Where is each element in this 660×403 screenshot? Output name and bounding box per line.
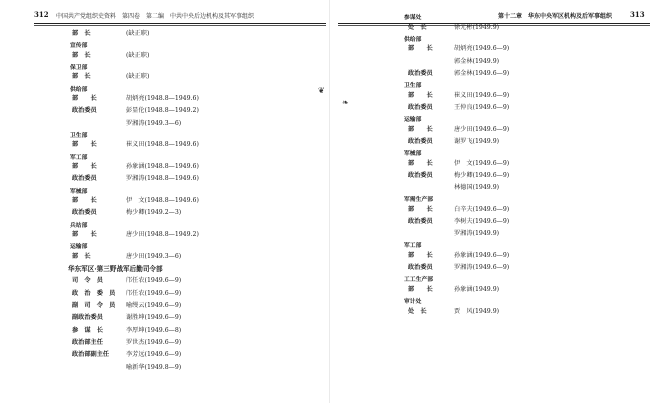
- personnel-entry: [408, 70, 509, 78]
- person-name-term: 崔义田(1949.6—9): [454, 91, 510, 99]
- person-name-term: 彭显伦(1948.8—1949.2): [126, 107, 199, 115]
- personnel-entry: [72, 231, 199, 239]
- person-name-term: (缺正职): [126, 73, 150, 81]
- person-name-term: 喻新华(1949.8—9): [126, 363, 182, 371]
- page-margin-mark: ❧: [342, 98, 349, 107]
- personnel-entry: [408, 126, 509, 134]
- unit-label: 供给部: [70, 86, 88, 93]
- unit-heading: [404, 276, 433, 284]
- person-name-term: 林德国(1949.9): [454, 184, 500, 191]
- unit-heading: [70, 222, 87, 230]
- position-title: 司 令 员: [72, 277, 103, 285]
- position-title: 政治部副主任: [72, 351, 110, 359]
- position-title: 部 长: [408, 45, 433, 53]
- personnel-entry: [72, 351, 181, 359]
- person-name-term: (缺正职): [126, 51, 150, 59]
- personnel-entry: [408, 286, 499, 294]
- position-title: 政治委员: [408, 137, 433, 145]
- unit-heading: [70, 86, 87, 94]
- person-name-term: 梅少卿(1949.2—3): [126, 209, 182, 217]
- personnel-entry: [408, 184, 499, 192]
- unit-label: 运输部: [404, 117, 422, 123]
- position-title: 政治委员: [408, 264, 433, 272]
- personnel-entry: [408, 206, 509, 214]
- personnel-entry: [72, 253, 181, 261]
- position-title: 部 长: [408, 91, 433, 99]
- section-heading: [68, 265, 163, 273]
- unit-heading: [404, 82, 421, 90]
- position-title: 部 长: [408, 159, 433, 167]
- unit-label: 军工部: [404, 243, 422, 250]
- personnel-entry: [408, 58, 499, 66]
- unit-heading: [404, 150, 421, 158]
- position-title: 部 长: [72, 252, 91, 260]
- personnel-entry: [72, 175, 199, 183]
- unit-label: 军工部: [70, 154, 88, 161]
- position-title: 政治委员: [408, 218, 433, 225]
- person-name-term: 邝任农(1949.6—9): [126, 289, 182, 297]
- person-name-term: 梅少卿(1949.6—9): [454, 171, 510, 179]
- person-name-term: (缺正职): [126, 30, 150, 37]
- position-title: 参 谋 长: [72, 326, 103, 334]
- unit-heading: [70, 154, 87, 162]
- person-name-term: 王仲良(1949.6—9): [454, 103, 510, 111]
- person-name-term: 崔义田(1948.8—1949.6): [126, 141, 199, 149]
- personnel-entry: [408, 160, 509, 168]
- person-name-term: 罗世杰(1949.6—9): [126, 338, 182, 346]
- personnel-entry: [72, 290, 181, 298]
- position-title: 政治委员: [72, 107, 97, 115]
- person-name-term: 李厚坤(1949.6—8): [126, 326, 182, 334]
- unit-label: 兵站部: [70, 222, 88, 229]
- personnel-entry: [72, 73, 149, 81]
- person-name-term: 孙象涵(1949.6—9): [454, 252, 510, 259]
- person-name-term: 伊 文(1949.6—9): [454, 159, 510, 167]
- personnel-entry: [72, 141, 199, 149]
- position-title: 政治委员: [72, 175, 97, 183]
- position-title: 政治部主任: [72, 338, 103, 346]
- unit-label: 卫生部: [70, 133, 88, 139]
- position-title: 部 长: [72, 30, 91, 37]
- personnel-entry: [72, 302, 181, 310]
- unit-heading: [70, 64, 87, 72]
- position-title: 部 长: [72, 141, 97, 149]
- unit-label: 供给部: [404, 36, 422, 43]
- unit-heading: [404, 14, 421, 22]
- unit-label: 保卫部: [70, 65, 88, 71]
- person-name-term: 胡炳亮(1948.8—1949.6): [126, 95, 199, 103]
- unit-heading: [404, 196, 433, 204]
- personnel-entry: [408, 264, 509, 272]
- position-title: 政治委员: [408, 171, 433, 179]
- person-name-term: 徐元彬(1949.9): [454, 23, 500, 31]
- personnel-entry: [408, 252, 509, 260]
- person-name-term: 孙象涵(1949.9): [454, 286, 500, 293]
- personnel-entry: [408, 138, 499, 146]
- personnel-entry: [408, 308, 499, 316]
- unit-heading: [404, 116, 421, 124]
- person-name-term: 孙象涵(1948.8—1949.6): [126, 163, 199, 171]
- person-name-term: 郭金林(1949.9): [454, 57, 500, 65]
- personnel-entry: [408, 24, 499, 32]
- position-title: 部 长: [408, 286, 433, 293]
- position-title: 政 治 委 员: [72, 289, 116, 297]
- right-page-number: 313: [630, 10, 645, 19]
- position-title: 处 长: [408, 307, 427, 315]
- personnel-entry: [72, 197, 199, 205]
- person-name-term: 谢罗飞(1949.9): [454, 137, 500, 145]
- personnel-entry: [408, 218, 509, 226]
- personnel-entry: [72, 327, 181, 335]
- position-title: 部 长: [72, 163, 97, 171]
- personnel-entry: [72, 209, 181, 217]
- right-entries: [330, 0, 660, 403]
- person-name-term: 唐少田(1949.6—9): [454, 125, 510, 133]
- unit-label: 工工生产部: [404, 277, 433, 284]
- left-page-number: 312: [34, 10, 49, 19]
- personnel-entry: [72, 314, 181, 322]
- unit-label: 参谋处: [404, 15, 422, 21]
- person-name-term: 贾 风(1949.9): [454, 307, 500, 315]
- right-header-text: 第十二章 华东中央军区机构及后军事组织: [498, 13, 613, 20]
- position-title: 部 长: [72, 95, 97, 103]
- page-margin-mark: ❦: [318, 86, 325, 95]
- person-name-term: 白辛夫(1949.6—9): [454, 205, 510, 213]
- position-title: 副 司 令 员: [72, 302, 116, 309]
- unit-label: 运输部: [70, 244, 88, 251]
- unit-heading: [70, 243, 87, 251]
- position-title: 部 长: [408, 252, 433, 259]
- personnel-entry: [72, 277, 181, 285]
- person-name-term: 罗湘涛(1949.6—9): [454, 264, 510, 272]
- position-title: 政治委员: [72, 209, 97, 217]
- person-name-term: 谢胜坤(1949.6—9): [126, 314, 182, 322]
- personnel-entry: [408, 172, 509, 180]
- person-name-term: 胡炳亮(1949.6—9): [454, 45, 510, 53]
- person-name-term: 郭金林(1949.6—9): [454, 69, 510, 77]
- position-title: 部 长: [72, 73, 91, 81]
- personnel-entry: [72, 339, 181, 347]
- personnel-entry: [408, 45, 509, 53]
- position-title: 处 长: [408, 23, 427, 31]
- person-name-term: 罗湘涛(1949.9): [454, 230, 500, 238]
- position-title: 部 长: [408, 205, 433, 213]
- section-label: 华东军区·第三野战军后勤司令部: [68, 265, 163, 274]
- unit-label: 审计处: [404, 299, 422, 306]
- left-header-text: 中国共产党组织史资料 第四卷 第二编 中共中央后边机构及其军事组织: [56, 13, 255, 20]
- person-name-term: 邝任农(1949.6—9): [126, 277, 182, 285]
- unit-heading: [70, 42, 87, 50]
- person-name-term: 伊 文(1948.8—1949.6): [126, 197, 199, 205]
- unit-heading: [70, 132, 87, 140]
- unit-label: 军需生产部: [404, 197, 433, 204]
- position-title: 政治委员: [408, 103, 433, 111]
- unit-heading: [70, 188, 87, 196]
- person-name-term: 李树夫(1949.6—9): [454, 218, 510, 225]
- person-name-term: 唐少田(1949.3—6): [126, 252, 182, 260]
- unit-heading: [404, 36, 421, 44]
- person-name-term: 罗湘涛(1948.8—1949.6): [126, 175, 199, 183]
- personnel-entry: [408, 92, 509, 100]
- personnel-entry: [72, 30, 149, 38]
- unit-label: 卫生部: [404, 83, 422, 89]
- personnel-entry: [72, 95, 199, 103]
- unit-heading: [404, 242, 421, 250]
- unit-label: 军械部: [70, 188, 88, 195]
- position-title: 副政治委员: [72, 314, 103, 322]
- position-title: 部 长: [72, 51, 91, 59]
- personnel-entry: [72, 120, 181, 128]
- personnel-entry: [72, 364, 181, 372]
- personnel-entry: [408, 104, 509, 112]
- personnel-entry: [72, 52, 149, 60]
- person-name-term: 喻缦云(1949.6—9): [126, 302, 182, 309]
- unit-heading: [404, 298, 421, 306]
- person-name-term: 罗湘涛(1949.3—6): [126, 119, 182, 127]
- position-title: 部 长: [72, 197, 97, 205]
- unit-label: 宣传部: [70, 43, 88, 50]
- person-name-term: 李芳远(1949.6—9): [126, 351, 182, 359]
- personnel-entry: [408, 230, 499, 238]
- position-title: 政治委员: [408, 69, 433, 77]
- personnel-entry: [72, 107, 199, 115]
- position-title: 部 长: [408, 125, 433, 133]
- person-name-term: 唐少田(1948.8—1949.2): [126, 231, 199, 239]
- right-page: [330, 0, 660, 403]
- unit-label: 军械部: [404, 151, 422, 157]
- personnel-entry: [72, 163, 199, 171]
- position-title: 部 长: [72, 231, 97, 239]
